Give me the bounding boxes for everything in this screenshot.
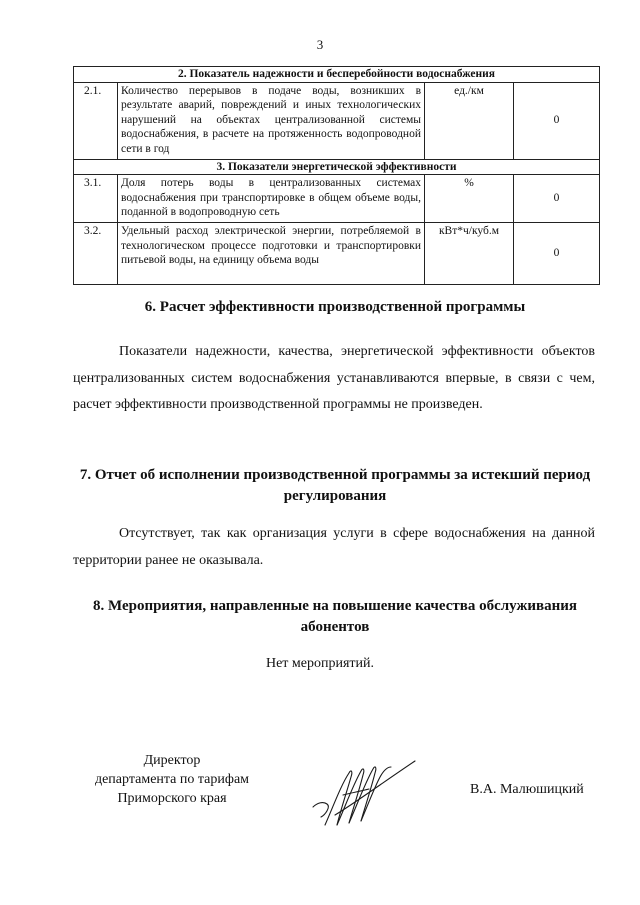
table-row [74, 223, 600, 285]
row-unit: ед./км [425, 82, 514, 159]
signer-title-line-2: департамента по тарифам [94, 772, 250, 787]
signer-title-line-1: Директор [143, 753, 201, 768]
signer-name: В.А. Малюшицкий [470, 782, 584, 797]
section-6-text: Показатели надежности, качества, энергетической эффективности объектов централизованных систем водоснабжения устанавливаются впервые, в связи с чем, расчет эффективности производственной программы не произведен. [73, 344, 595, 412]
row-description: Доля потерь воды в централизованных системах водоснабжения при транспортировке в общем объеме воды, поданной в водопроводную сеть [118, 175, 425, 223]
row-value: 0 [514, 223, 600, 285]
section-6-heading: 6. Расчет эффективности производственной программы [144, 299, 526, 315]
section-2-title: 2. Показатель надежности и бесперебойности водоснабжения [74, 67, 600, 83]
row-value: 0 [514, 175, 600, 223]
signer-title-line-3: Приморского края [117, 791, 227, 806]
section-3-title: 3. Показатели энергетической эффективности [74, 159, 600, 175]
table-section-row [74, 159, 600, 175]
section-8-heading: 8. Мероприятия, направленные на повышение качества обслуживания абонентов [92, 598, 577, 635]
page-number: 3 [316, 37, 324, 52]
row-description: Удельный расход электрической энергии, потребляемой в технологическом процессе подготовки и транспортировки питьевой воды, на единицу объема воды [118, 223, 425, 285]
table-section-row [74, 67, 600, 83]
section-7-paragraph [73, 521, 595, 574]
row-number: 3.1. [74, 175, 118, 223]
handwritten-signature [305, 755, 420, 835]
row-unit: % [425, 175, 514, 223]
indicators-table [73, 66, 600, 285]
row-number: 2.1. [74, 82, 118, 159]
section-6-paragraph [73, 339, 595, 419]
table-row [74, 175, 600, 223]
table-row [74, 82, 600, 159]
section-7-text: Отсутствует, так как организация услуги в сфере водоснабжения на данной территории ранее не оказывала. [73, 526, 595, 568]
section-7-heading: 7. Отчет об исполнении производственной программы за истекший период регулирования [79, 467, 591, 504]
section-8-text: Нет мероприятий. [265, 656, 375, 671]
row-unit: кВт*ч/куб.м [425, 223, 514, 285]
signer-title [72, 751, 272, 808]
row-number: 3.2. [74, 223, 118, 285]
row-value: 0 [514, 82, 600, 159]
row-description: Количество перерывов в подаче воды, возникших в результате аварий, повреждений и иных технологических нарушений на объектах централизованной системы водоснабжения, в расчете на протяженность водопроводной сети в год [118, 82, 425, 159]
